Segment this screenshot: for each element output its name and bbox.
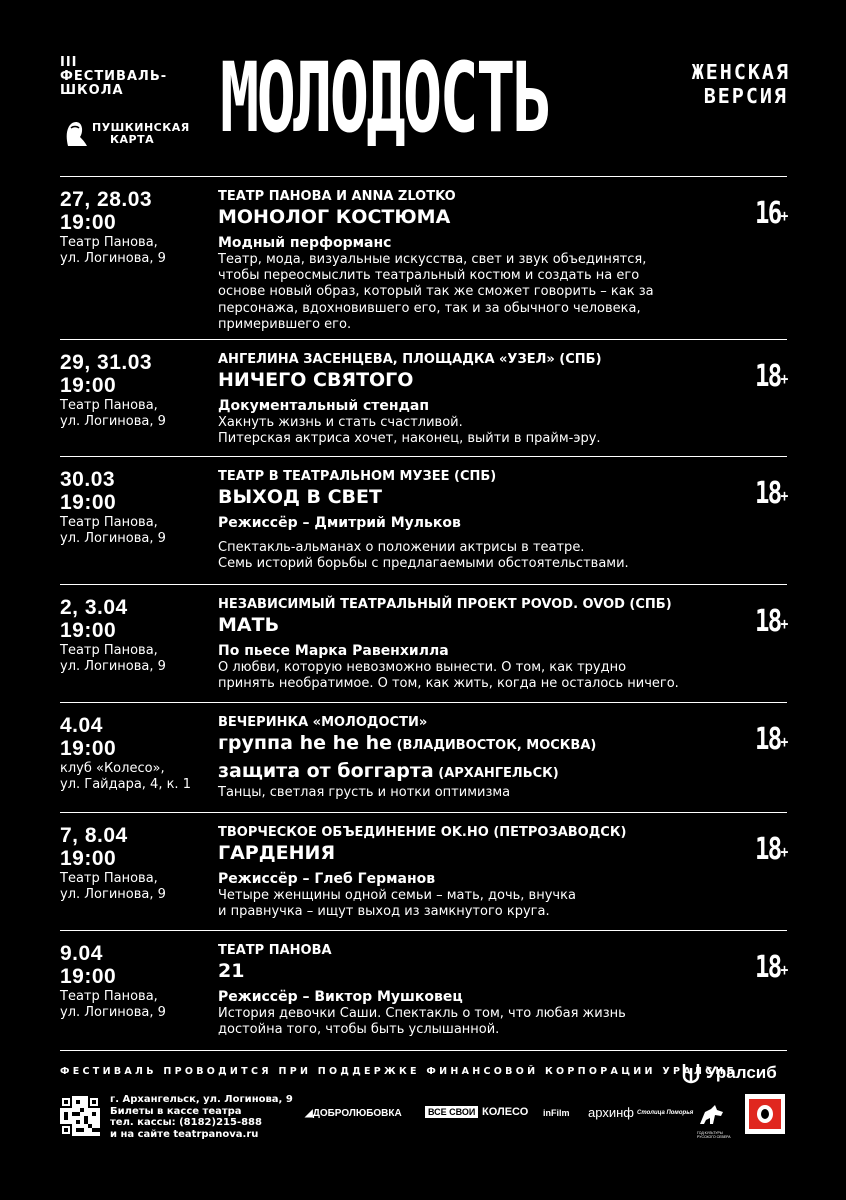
venue-line: Театр Панова, bbox=[60, 398, 158, 413]
event-time: 19:00 bbox=[60, 619, 117, 642]
partner-vse-svoi: ВСЕ СВОИ bbox=[425, 1106, 478, 1118]
event-row bbox=[60, 584, 787, 702]
venue-line: Театр Панова, bbox=[60, 989, 158, 1004]
uralsib-icon bbox=[680, 1062, 702, 1084]
event-details bbox=[218, 597, 758, 692]
venue-line: ул. Логинова, 9 bbox=[60, 887, 166, 902]
event-time: 19:00 bbox=[60, 374, 117, 397]
event-details bbox=[218, 352, 758, 447]
event-subhead: Документальный стендап bbox=[218, 398, 430, 414]
age-rating: 18+ bbox=[755, 832, 787, 867]
event-time: 19:00 bbox=[60, 737, 117, 760]
event-subhead: По пьесе Марка Равенхилла bbox=[218, 643, 449, 659]
box-office-phone[interactable]: тел. кассы: (8182)215-888 bbox=[110, 1117, 262, 1128]
pushkin-line-1: ПУШКИНСКАЯ bbox=[92, 121, 190, 134]
event-time: 19:00 bbox=[60, 847, 117, 870]
event-details bbox=[218, 189, 758, 333]
event-description bbox=[218, 1006, 758, 1038]
uralsib-name: Уралсиб bbox=[706, 1063, 777, 1082]
venue-line: ул. Гайдара, 4, к. 1 bbox=[60, 777, 191, 792]
event-title: ГАРДЕНИЯ bbox=[218, 842, 336, 864]
event-organizer: ВЕЧЕРИНКА «МОЛОДОСТИ» bbox=[218, 715, 428, 730]
box-office-info bbox=[110, 1094, 293, 1140]
event-date-days: 4.04 bbox=[60, 714, 103, 737]
description-line: История девочки Саши. Спектакль о том, что любая жизнь bbox=[218, 1006, 626, 1021]
venue-line: ул. Логинова, 9 bbox=[60, 659, 166, 674]
subtitle-line-2: ВЕРСИЯ bbox=[703, 84, 788, 108]
event-organizer: НЕЗАВИСИМЫЙ ТЕАТРАЛЬНЫЙ ПРОЕКТ POVOD. OVOD (СПБ) bbox=[218, 597, 672, 612]
description-line: Питерская актриса хочет, наконец, выйти в прайм-эру. bbox=[218, 431, 601, 447]
description-line: Спектакль-альманах о положении актрисы в театре. bbox=[218, 540, 585, 555]
event-description bbox=[218, 540, 758, 572]
venue-line: ул. Логинова, 9 bbox=[60, 1005, 166, 1020]
partner-infilm: inFilm bbox=[543, 1108, 570, 1118]
event-date bbox=[60, 942, 116, 988]
horse-icon bbox=[697, 1104, 727, 1126]
event-row bbox=[60, 702, 787, 812]
event-title: НИЧЕГО СВЯТОГО bbox=[218, 369, 414, 391]
event-subhead: Режиссёр – Виктор Мушковец bbox=[218, 989, 463, 1005]
partner-dobrolyubovka: ◢ДОБРОЛЮБОВКА bbox=[305, 1108, 402, 1119]
subtitle-line-1: ЖЕНСКАЯ bbox=[691, 60, 790, 84]
event-organizer: ТВОРЧЕСКОЕ ОБЪЕДИНЕНИЕ OK.HO (ПЕТРОЗАВОДСК) bbox=[218, 825, 627, 840]
event-date-days: 7, 8.04 bbox=[60, 824, 128, 847]
description-line: достойна того, чтобы быть услышанной. bbox=[218, 1022, 500, 1038]
sponsor-note: ФЕСТИВАЛЬ ПРОВОДИТСЯ ПРИ ПОДДЕРЖКЕ ФИНАНСОВОЙ КОРПОРАЦИИ УРАЛСИБ bbox=[60, 1066, 738, 1077]
event-organizer: АНГЕЛИНА ЗАСЕНЦЕВА, ПЛОЩАДКА «УЗЕЛ» (СПБ) bbox=[218, 352, 602, 367]
event-title: МАТЬ bbox=[218, 614, 280, 636]
venue-line: Театр Панова, bbox=[60, 515, 158, 530]
description-line: и правнучка – ищут выход из замкнутого круга. bbox=[218, 904, 550, 920]
event-row bbox=[60, 176, 787, 339]
event-date bbox=[60, 714, 116, 760]
event-date bbox=[60, 351, 152, 397]
event-title: 21 bbox=[218, 960, 245, 982]
event-row bbox=[60, 339, 787, 456]
address: г. Архангельск, ул. Логинова, 9 bbox=[110, 1094, 293, 1105]
venue-line: ул. Логинова, 9 bbox=[60, 531, 166, 546]
venue-line: ул. Логинова, 9 bbox=[60, 251, 166, 266]
event-date-days: 2, 3.04 bbox=[60, 596, 128, 619]
event-organizer: ТЕАТР В ТЕАТРАЛЬНОМ МУЗЕЕ (СПБ) bbox=[218, 469, 497, 484]
age-rating: 18+ bbox=[755, 950, 787, 985]
event-subhead: Режиссёр – Глеб Германов bbox=[218, 871, 436, 887]
festival-label bbox=[60, 56, 167, 98]
event-venue bbox=[60, 761, 191, 793]
event-venue bbox=[60, 235, 166, 267]
event-date-days: 30.03 bbox=[60, 468, 116, 491]
event-subhead: Режиссёр – Дмитрий Мульков bbox=[218, 515, 461, 531]
event-date bbox=[60, 468, 116, 514]
festival-edition: III bbox=[60, 55, 78, 70]
pushkin-card-logo bbox=[60, 118, 210, 152]
event-title-2: защита от боггарта (АРХАНГЕЛЬСК) bbox=[218, 760, 559, 782]
age-rating: 16+ bbox=[755, 196, 787, 231]
description-line: примерившего его. bbox=[218, 316, 352, 332]
event-row bbox=[60, 812, 787, 930]
description-line: Театр, мода, визуальные искусства, свет и звук объединятся, bbox=[218, 252, 647, 267]
festival-word: ФЕСТИВАЛЬ- bbox=[60, 69, 168, 84]
website-note[interactable]: и на сайте teatrpanova.ru bbox=[110, 1128, 259, 1140]
description-line: принять необратимое. О том, как жить, когда не осталось ничего. bbox=[218, 676, 679, 692]
venue-line: ул. Логинова, 9 bbox=[60, 414, 166, 429]
poster-header bbox=[60, 42, 790, 156]
partner-stolitsa-pomorya: Столица Поморья bbox=[637, 1110, 694, 1116]
uralsib-logo bbox=[680, 1061, 790, 1085]
age-rating: 18+ bbox=[755, 476, 787, 511]
event-date bbox=[60, 188, 152, 234]
partner-logos bbox=[305, 1100, 795, 1142]
venue-line: Театр Панова, bbox=[60, 643, 158, 658]
partner-koleso: КОЛЕСО bbox=[482, 1106, 529, 1118]
pushkin-line-2: КАРТА bbox=[110, 133, 155, 146]
school-word: ШКОЛА bbox=[60, 83, 124, 98]
event-description bbox=[218, 888, 758, 920]
description-line: Семь историй борьбы с предлагаемыми обстоятельствами. bbox=[218, 556, 629, 572]
arrow-icon: ◢ bbox=[305, 1108, 313, 1119]
event-date-days: 9.04 bbox=[60, 942, 103, 965]
event-list bbox=[60, 176, 787, 1042]
event-organizer: ТЕАТР ПАНОВА bbox=[218, 943, 332, 958]
description-line: персонажа, вдохновившего его, так и за обычного человека, bbox=[218, 300, 641, 316]
event-description bbox=[218, 660, 758, 692]
description-line: Четыре женщины одной семьи – мать, дочь, внучка bbox=[218, 888, 576, 903]
partner-seal-logo bbox=[745, 1094, 785, 1134]
event-details bbox=[218, 469, 758, 572]
event-title: ВЫХОД В СВЕТ bbox=[218, 486, 382, 508]
event-date-days: 27, 28.03 bbox=[60, 188, 153, 211]
age-rating: 18+ bbox=[755, 722, 787, 757]
age-rating: 18+ bbox=[755, 359, 787, 394]
event-details bbox=[218, 825, 758, 920]
event-description bbox=[218, 415, 758, 447]
venue-line: клуб «Колесо», bbox=[60, 761, 165, 776]
description-line: основе новый образ, который так же сможет говорить – как за bbox=[218, 284, 654, 300]
tickets-note: Билеты в кассе театра bbox=[110, 1105, 242, 1117]
event-details bbox=[218, 943, 758, 1038]
event-venue bbox=[60, 989, 166, 1021]
footer-divider bbox=[60, 1050, 787, 1051]
venue-line: Театр Панова, bbox=[60, 871, 158, 886]
festival-title: МОЛОДОСТЬ bbox=[220, 42, 550, 154]
event-venue bbox=[60, 515, 166, 547]
event-organizer: ТЕАТР ПАНОВА И ANNA ZLOTKO bbox=[218, 189, 456, 204]
event-details bbox=[218, 715, 758, 801]
festival-subtitle bbox=[692, 60, 790, 108]
event-title: МОНОЛОГ КОСТЮМА bbox=[218, 206, 451, 228]
event-venue bbox=[60, 398, 166, 430]
event-row bbox=[60, 456, 787, 584]
qr-code[interactable] bbox=[60, 1096, 100, 1136]
partner-arhinf: архинф bbox=[588, 1105, 634, 1120]
event-date-days: 29, 31.03 bbox=[60, 351, 153, 374]
description-line: О любви, которую невозможно вынести. О том, как трудно bbox=[218, 660, 627, 675]
venue-line: Театр Панова, bbox=[60, 235, 158, 250]
event-date bbox=[60, 824, 128, 870]
description-line: чтобы переосмыслить театральный костюм и создать на его bbox=[218, 268, 640, 284]
event-time: 19:00 bbox=[60, 965, 117, 988]
age-rating: 18+ bbox=[755, 604, 787, 639]
description-line: Танцы, светлая грусть и нотки оптимизма bbox=[218, 785, 511, 800]
event-row bbox=[60, 930, 787, 1042]
pushkin-card-text bbox=[92, 122, 190, 146]
event-title: группа he he he (ВЛАДИВОСТОК, МОСКВА) bbox=[218, 732, 597, 754]
event-time: 19:00 bbox=[60, 491, 117, 514]
event-time: 19:00 bbox=[60, 211, 117, 234]
partner-god-kultury: ГОД КУЛЬТУРЫ РУССКОГО СЕВЕРА bbox=[697, 1104, 737, 1139]
event-subhead: Модный перформанс bbox=[218, 235, 392, 251]
pushkin-portrait-icon bbox=[60, 118, 90, 148]
event-venue bbox=[60, 643, 166, 675]
event-description bbox=[218, 252, 758, 333]
event-venue bbox=[60, 871, 166, 903]
event-date bbox=[60, 596, 128, 642]
description-line: Хакнуть жизнь и стать счастливой. bbox=[218, 415, 463, 430]
event-description bbox=[218, 785, 758, 801]
